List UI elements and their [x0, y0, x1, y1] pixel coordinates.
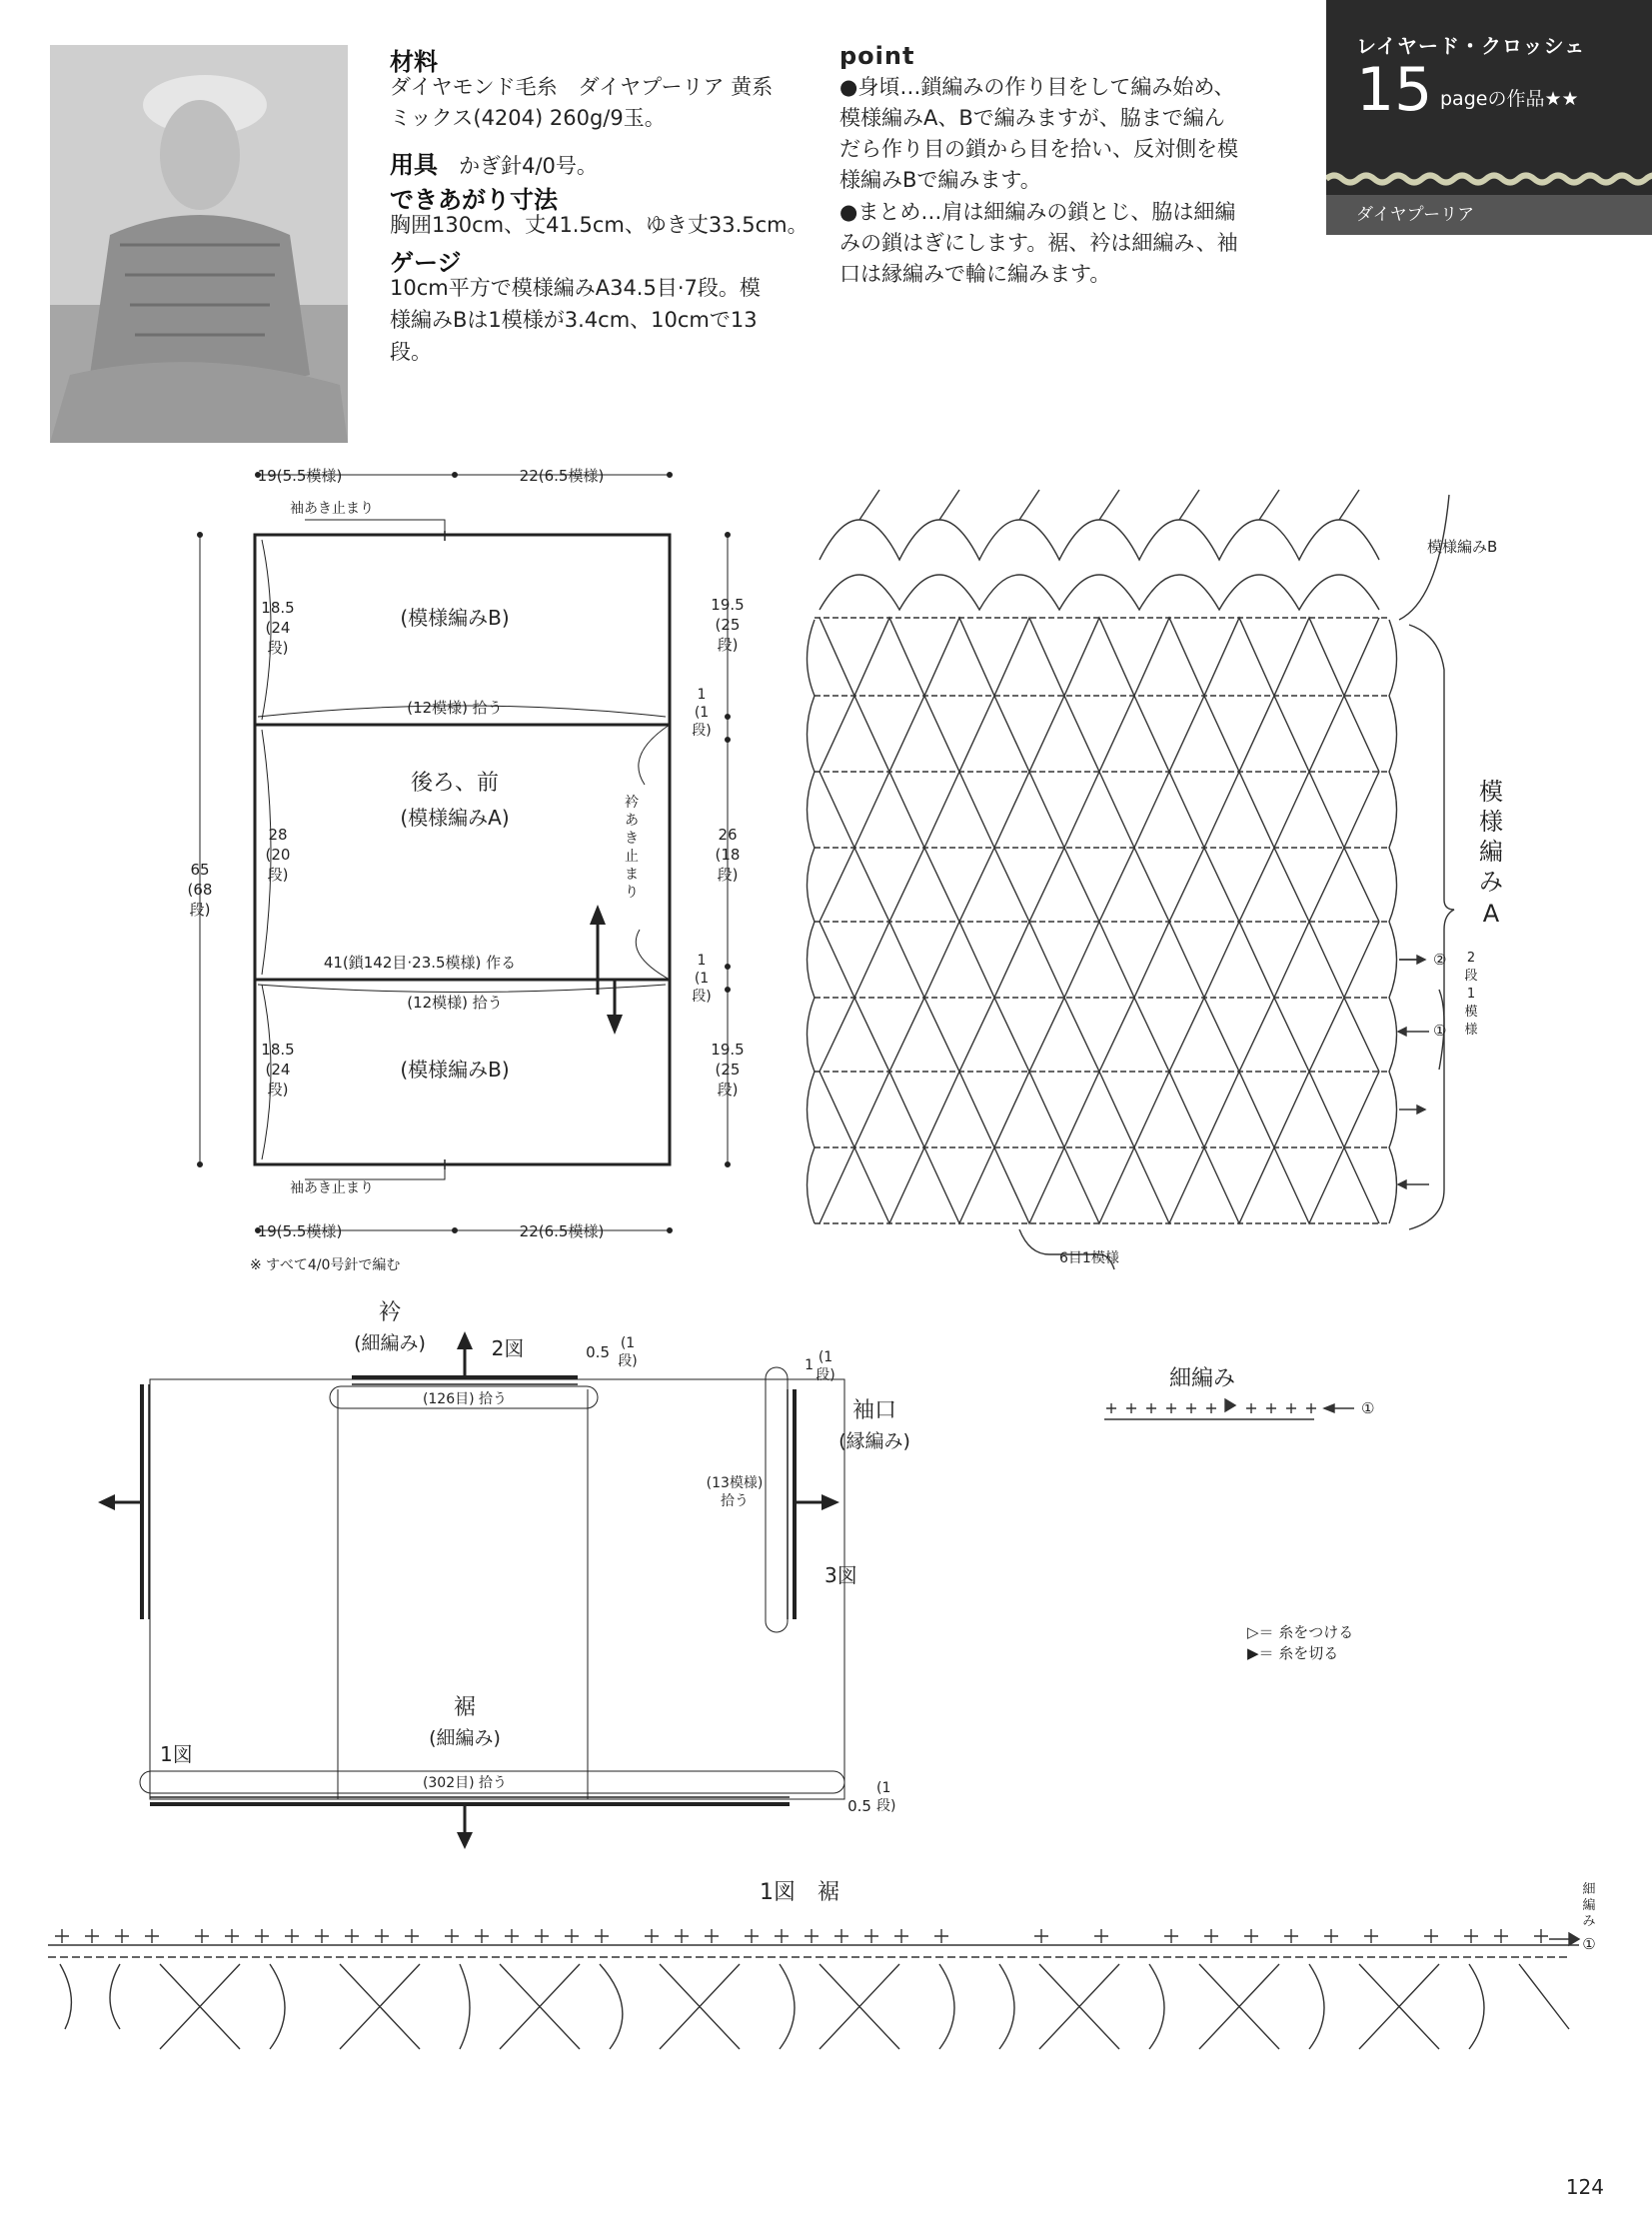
repeat-rows-char: 段 — [1464, 969, 1478, 984]
materials-line-1: ダイヤモンド毛糸 ダイヤプーリア 黄系 — [390, 75, 774, 99]
right-b2: 19.5 — [711, 1041, 745, 1059]
size-title: できあがり寸法 — [390, 186, 558, 214]
hem-rows: 0.5 — [847, 1797, 871, 1815]
right-b2-rows: (25 — [715, 1061, 741, 1079]
repeat-rows-char: 2 — [1466, 951, 1476, 966]
tools-title: 用具 — [390, 151, 438, 179]
neck-stop-char: 止 — [625, 849, 639, 865]
stitch-chart-ab — [800, 470, 1519, 1269]
left-a: 28 — [268, 826, 288, 844]
tools-text: かぎ針4/0号。 — [459, 154, 598, 178]
cuff-rows-count: (1 — [818, 1349, 833, 1365]
hem-pick: (302目) 拾う — [422, 1775, 508, 1791]
point-line: だら作り目の鎖から目を拾い、反対側を模 — [839, 137, 1238, 161]
hem-rows-count: (1 — [876, 1780, 891, 1796]
neck-stop-char: 衿 — [625, 795, 639, 811]
left-b1-unit: 段) — [267, 639, 289, 657]
fig-1-label: 1図 — [160, 1742, 193, 1766]
top-width-1: 19(5.5模様) — [257, 467, 343, 485]
cuff-rows-unit: 段) — [816, 1367, 835, 1383]
badge-yarn: ダイヤプーリア — [1356, 205, 1475, 225]
badge-yarn-row — [1326, 195, 1652, 235]
point-line: 様編みBで編みます。 — [839, 168, 1041, 192]
sc-title: 細編み — [1169, 1366, 1236, 1391]
bottom-chart-title: 1図 裾 — [760, 1880, 839, 1905]
section-b-top: (模様編みB) — [400, 606, 510, 630]
assembly-diagram — [90, 1289, 910, 1869]
section-a-pattern: (模様編みA) — [400, 806, 510, 830]
bottom-side-char: 細 — [1582, 1882, 1596, 1897]
legend-cut: ▶＝ 糸を切る — [1247, 1644, 1339, 1662]
chart-label-a-char: み — [1479, 868, 1503, 896]
hem-rows-unit: 段) — [876, 1798, 896, 1814]
right-b2-unit: 段) — [717, 1081, 739, 1099]
gauge-line-3: 段。 — [390, 340, 432, 364]
left-b1: 18.5 — [261, 599, 295, 617]
left-b1-rows: (24 — [265, 619, 291, 637]
bottom-side-char: 編 — [1582, 1898, 1596, 1913]
section-a-name: 後ろ、前 — [410, 771, 500, 796]
right-one2-rows: (1 — [694, 971, 710, 987]
chart-label-a-char: A — [1482, 900, 1500, 928]
badge-title: レイヤード・クロッシェ — [1356, 34, 1586, 58]
fig-3-label: 3図 — [825, 1563, 857, 1587]
left-b2-unit: 段) — [267, 1081, 289, 1099]
pick-top: (12模様) 拾う — [407, 699, 503, 717]
repeat-rows-char: 模 — [1464, 1005, 1478, 1020]
right-one1-unit: 段) — [692, 723, 712, 739]
hem-sub: (細編み) — [429, 1727, 501, 1749]
fig-2-label: 2図 — [491, 1336, 525, 1360]
size-text: 胸囲130cm、丈41.5cm、ゆき丈33.5cm。 — [390, 213, 809, 237]
point-line: ●まとめ…肩は細編みの鎖とじ、脇は細編 — [839, 200, 1236, 224]
neck-stop-char: き — [625, 831, 639, 847]
gauge-line-2: 様編みBは1模様が3.4cm、10cmで13 — [390, 308, 758, 332]
collar-rows-unit: 段) — [618, 1353, 638, 1369]
point-line: ●身頃…鎖編みの作り目をして編み始め、 — [839, 75, 1235, 99]
collar-title: 衿 — [378, 1300, 402, 1325]
repeat-stitches: 6目1模様 — [1059, 1250, 1119, 1266]
cuff-title: 袖口 — [851, 1398, 897, 1423]
point-title: point — [839, 42, 915, 70]
left-b2: 18.5 — [261, 1041, 295, 1059]
right-b1: 19.5 — [711, 596, 745, 614]
model-photo — [50, 45, 348, 443]
legend-attach: ▷＝ 糸をつける — [1247, 1623, 1354, 1641]
hem-stitch-chart — [40, 1869, 1629, 2069]
point-line: 口は縁編みで輪に編みます。 — [839, 262, 1111, 286]
right-b1-rows: (25 — [715, 616, 741, 634]
sc-chart — [1099, 1359, 1399, 1439]
gauge-line-1: 10cm平方で模様編みA34.5目·7段。模 — [390, 276, 761, 300]
bottom-width-1: 19(5.5模様) — [257, 1222, 343, 1240]
point-line: 模様編みA、Bで編みますが、脇まで編ん — [839, 106, 1225, 130]
repeat-rows-char: 1 — [1466, 987, 1476, 1002]
right-one2: 1 — [697, 953, 707, 969]
right-a-rows: (18 — [715, 846, 741, 864]
bottom-marker: ① — [1582, 1935, 1596, 1953]
collar-rows-count: (1 — [620, 1335, 636, 1351]
chart-label-a-char: 編 — [1479, 838, 1503, 866]
marker-1: ① — [1433, 1022, 1447, 1040]
top-width-2: 22(6.5模様) — [519, 467, 605, 485]
neck-stop-char: り — [625, 885, 639, 901]
cast-on: 41(鎖142目·23.5模様) 作る — [323, 954, 517, 972]
cuff-rows: 1 — [805, 1357, 814, 1373]
cuff-pick: (13模様) — [706, 1475, 764, 1491]
right-a-unit: 段) — [717, 866, 739, 884]
chart-label-a-char: 様 — [1479, 808, 1503, 836]
sleeve-stop-top: 袖あき止まり — [290, 501, 374, 517]
chart-label-b: 模様編みB — [1427, 538, 1498, 556]
left-total-unit: 段) — [189, 901, 211, 919]
left-a-unit: 段) — [267, 866, 289, 884]
bottom-side-char: み — [1582, 1914, 1596, 1929]
left-b2-rows: (24 — [265, 1061, 291, 1079]
yarn-sample-icon — [1326, 172, 1652, 186]
cuff-sub: (縁編み) — [838, 1430, 910, 1452]
left-a-rows: (20 — [265, 846, 291, 864]
materials-line-2: ミックス(4204) 260g/9玉。 — [390, 106, 666, 130]
needle-note: ※ すべて4/0号針で編む — [250, 1257, 401, 1273]
sleeve-stop-bottom: 袖あき止まり — [290, 1180, 374, 1196]
repeat-rows-char: 様 — [1464, 1023, 1478, 1038]
badge-page-label: pageの作品★★ — [1440, 88, 1579, 110]
left-total-rows: (68 — [187, 881, 213, 899]
pattern-badge — [1326, 0, 1652, 235]
neck-stop-char: ま — [625, 867, 639, 883]
marker-2: ② — [1433, 951, 1447, 969]
right-one2-unit: 段) — [692, 989, 712, 1005]
collar-pick: (126目) 拾う — [422, 1391, 508, 1407]
right-one1: 1 — [697, 687, 707, 703]
right-one1-rows: (1 — [694, 705, 710, 721]
page-number: 124 — [1565, 2175, 1604, 2199]
neck-stop-char: あ — [625, 813, 639, 829]
chart-label-a-char: 模 — [1479, 778, 1503, 806]
right-a: 26 — [718, 826, 738, 844]
sc-marker: ① — [1361, 1399, 1375, 1417]
right-b1-unit: 段) — [717, 636, 739, 654]
body-schematic — [150, 455, 750, 1274]
point-line: みの鎖はぎにします。裾、衿は細編み、袖 — [839, 231, 1238, 255]
collar-sub: (細編み) — [354, 1332, 426, 1354]
cuff-pick-action: 拾う — [721, 1493, 749, 1509]
badge-number: 15 — [1356, 55, 1433, 125]
tools-line — [390, 145, 598, 182]
left-total: 65 — [190, 861, 210, 879]
section-b-bottom: (模様編みB) — [400, 1058, 510, 1082]
gauge-title: ゲージ — [390, 249, 462, 277]
pick-bottom: (12模様) 拾う — [407, 994, 503, 1012]
bottom-width-2: 22(6.5模様) — [519, 1222, 605, 1240]
hem-title: 裾 — [453, 1695, 477, 1720]
collar-rows: 0.5 — [586, 1343, 610, 1361]
materials-title: 材料 — [390, 48, 438, 76]
